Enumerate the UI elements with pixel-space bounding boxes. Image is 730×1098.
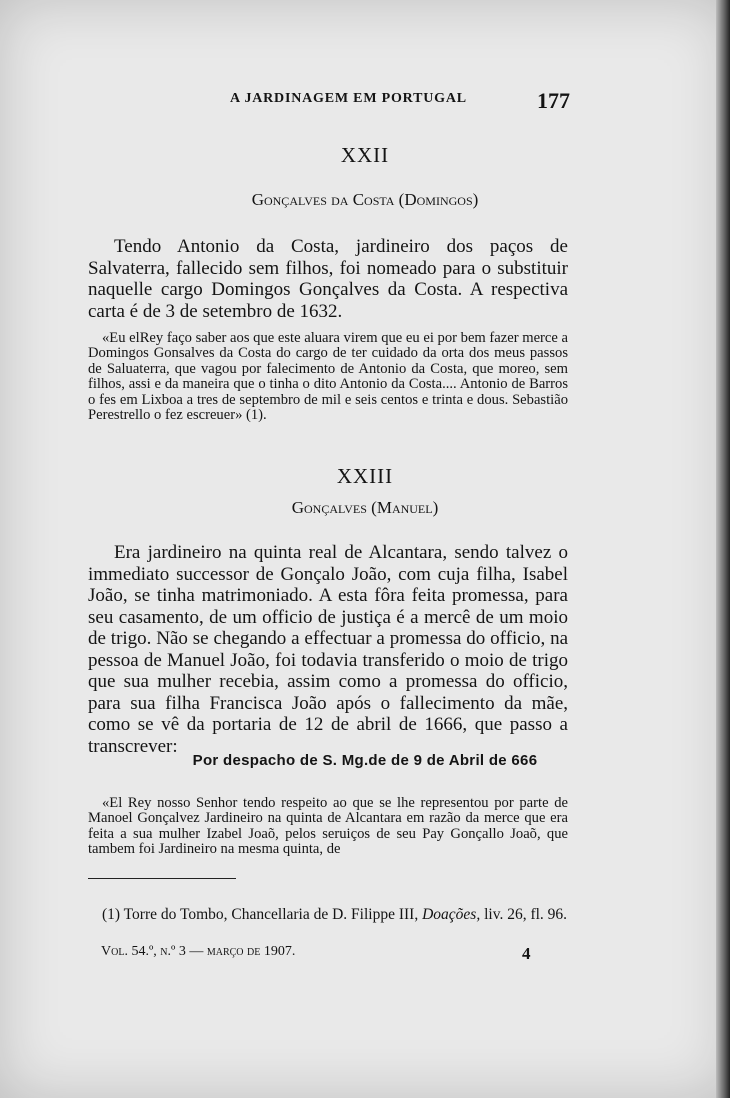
despacho-heading: Por despacho de S. Mg.de de 9 de Abril de 666 [192, 752, 538, 769]
quote-xxiii-text: «El Rey nosso Senhor tendo respeito ao que se lhe representou por parte de Manoel Gonçalvez Jardineiro na quinta de Alcantara em razão da merce que era feita a sua mulher Izabel Joaõ, pelos seruiços de seu Pay Gonçallo Joaõ, que tambem foi Jardineiro na mesma quinta, de [88, 795, 568, 858]
running-head-title: A JARDINAGEM EM PORTUGAL [230, 91, 467, 106]
footnote-rule [88, 878, 236, 879]
quote-xxii-text: «Eu elRey faço saber aos que este aluara virem que eu ei por bem fazer merce a Domingos Gonsalves da Costa do cargo de ter cuidado da orta dos meus passos de Saluaterra, que vagou por falecimento de Antonio da Costa, que moreo, sem filhos, assi e da maneira que o tinha o dito Antonio da Costa.... Antonio de Barros o fes em Lixboa a tres de septembro de mil e seis centos e trinta e dous. Sebastião Perestrello o fez escreuer» (1). [88, 330, 568, 424]
entry-title-xxii: Gonçalves da Costa (Domingos) [251, 190, 479, 209]
page-number: 177 [537, 88, 570, 113]
footnote-italic: Doações, [422, 906, 481, 923]
entry-title-xxiii: Gonçalves (Manuel) [291, 498, 439, 517]
quote-xxiii [88, 796, 568, 858]
paragraph-xxiii-text: Era jardineiro na quinta real de Alcantara, sendo talvez o immediato successor de Gonçalo João, com cuja filha, Isabel João, se tinha matrimoniado. A esta fôra feita promessa, para seu casamento, de um officio de justiça é a mercê de um moio de trigo. Não se chegando a effectuar a promessa do officio, na pessoa de Manuel João, foi todavia transferido o moio de trigo que sua mulher recebia, assim como a promessa do officio, para sua filha Francisca João após o fallecimento da mãe, como se vê da portaria de 12 de abril de 1666, que passo a transcrever: [88, 542, 568, 757]
footnote-tail: liv. 26, fl. 96. [480, 906, 568, 923]
sheet-number: 4 [522, 944, 531, 963]
quote-xxii [88, 331, 568, 423]
section-number-xxii: XXII [340, 143, 390, 167]
footnote [88, 906, 568, 923]
section-number-xxiii: XXIII [336, 464, 394, 488]
paragraph-xxii-text: Tendo Antonio da Costa, jardineiro dos paços de Salvaterra, fallecido sem filhos, foi nomeado para o substituir naquelle cargo Domingos Gonçalves da Costa. A respectiva carta é de 3 de setembro de 1632. [88, 236, 568, 322]
paragraph-xxii [88, 236, 568, 322]
volume-signature: Vol. 54.º, n.º 3 — março de 1907. [101, 944, 296, 959]
running-head [0, 88, 730, 113]
paragraph-xxiii [88, 542, 568, 757]
footnote-lead: (1) Torre do Tombo, Chancellaria de D. Filippe III, [102, 906, 423, 923]
